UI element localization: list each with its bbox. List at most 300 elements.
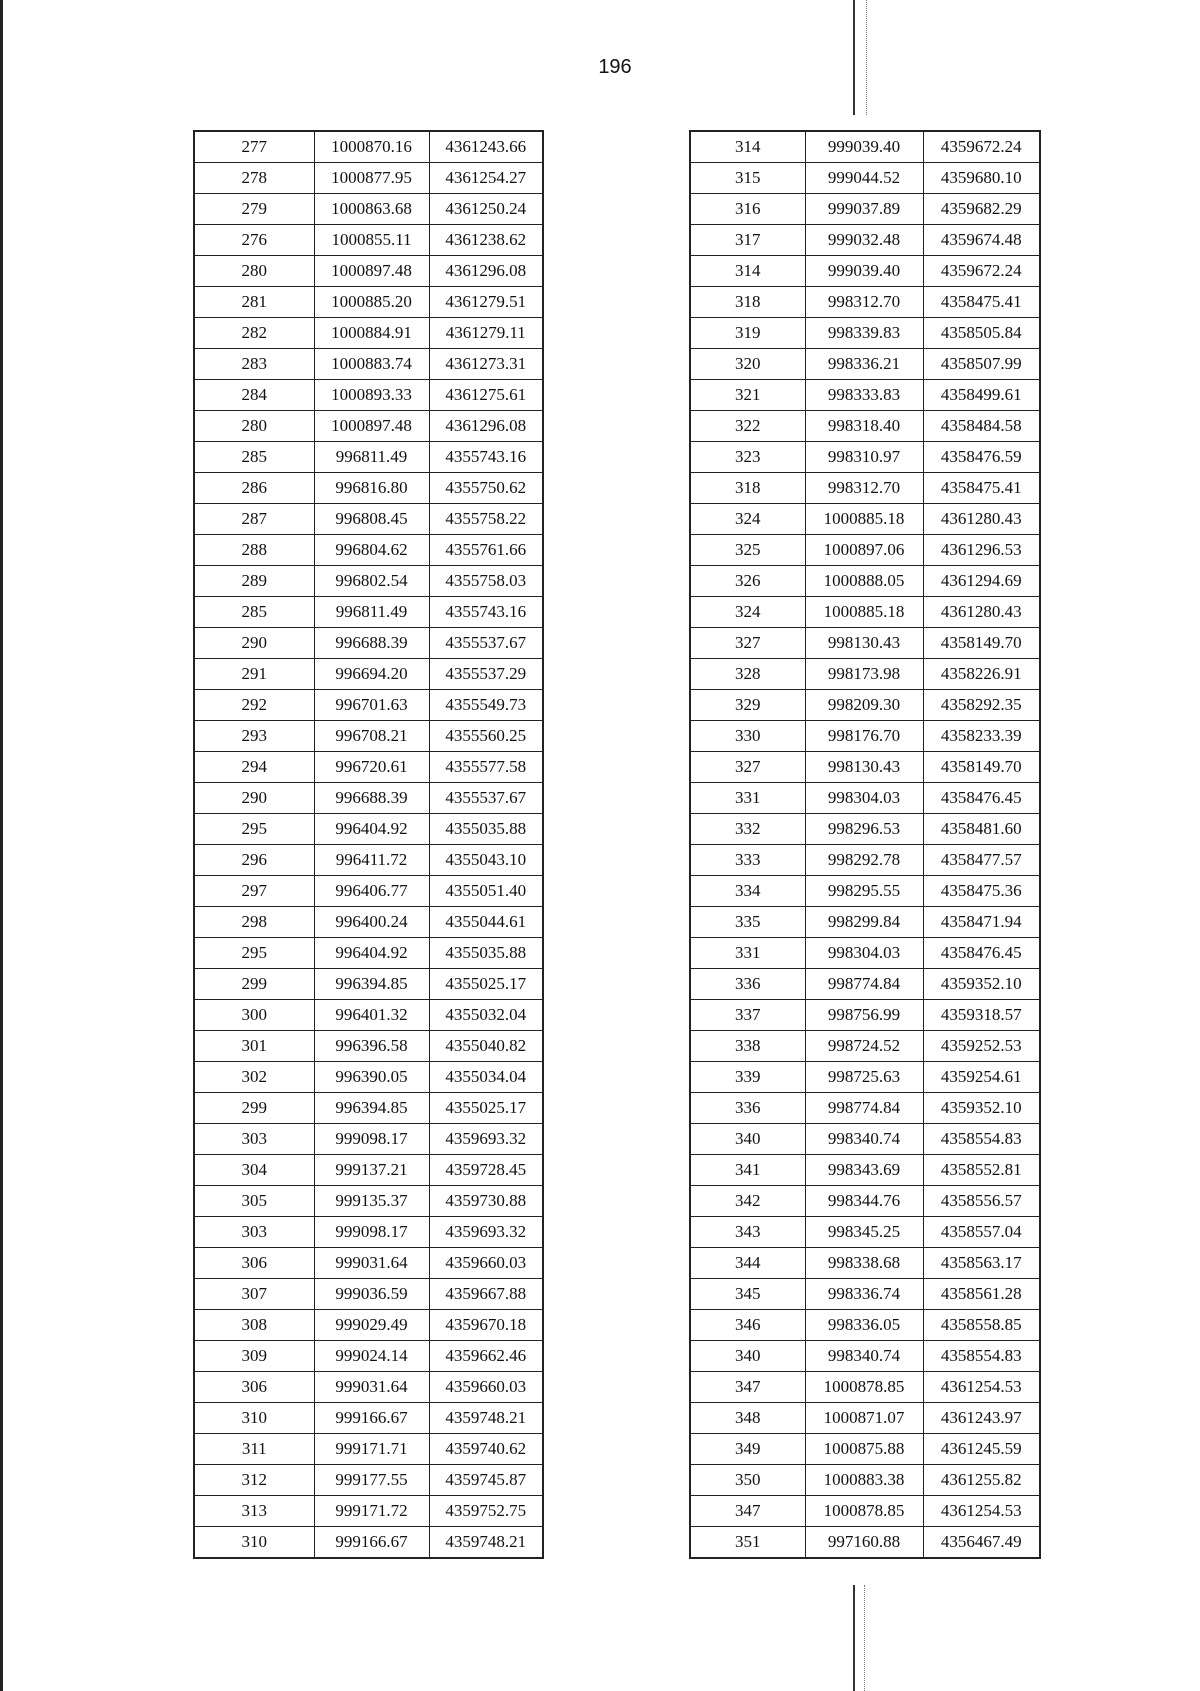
- y-coordinate-cell: 4355743.16: [429, 597, 543, 628]
- y-coordinate-cell: 4358476.59: [923, 442, 1040, 473]
- x-coordinate-cell: 998304.03: [805, 938, 923, 969]
- table-row: [194, 504, 543, 535]
- y-coordinate-cell: 4355025.17: [429, 969, 543, 1000]
- point-number-cell: 346: [690, 1310, 805, 1341]
- y-coordinate-cell: 4355577.58: [429, 752, 543, 783]
- point-number-cell: 280: [194, 256, 314, 287]
- point-number-cell: 333: [690, 845, 805, 876]
- point-number-cell: 329: [690, 690, 805, 721]
- x-coordinate-cell: 998340.74: [805, 1124, 923, 1155]
- x-coordinate-cell: 998318.40: [805, 411, 923, 442]
- y-coordinate-cell: 4358226.91: [923, 659, 1040, 690]
- point-number-cell: 314: [690, 131, 805, 163]
- y-coordinate-cell: 4361254.53: [923, 1496, 1040, 1527]
- point-number-cell: 299: [194, 1093, 314, 1124]
- x-coordinate-cell: 998338.68: [805, 1248, 923, 1279]
- y-coordinate-cell: 4358475.41: [923, 473, 1040, 504]
- y-coordinate-cell: 4355743.16: [429, 442, 543, 473]
- x-coordinate-cell: 996811.49: [314, 597, 429, 628]
- x-coordinate-cell: 1000884.91: [314, 318, 429, 349]
- table-row: [690, 380, 1040, 411]
- table-row: [690, 1062, 1040, 1093]
- x-coordinate-cell: 1000885.20: [314, 287, 429, 318]
- table-row: [194, 256, 543, 287]
- y-coordinate-cell: 4355025.17: [429, 1093, 543, 1124]
- point-number-cell: 278: [194, 163, 314, 194]
- x-coordinate-cell: 999031.64: [314, 1372, 429, 1403]
- y-coordinate-cell: 4355044.61: [429, 907, 543, 938]
- x-coordinate-cell: 1000885.18: [805, 597, 923, 628]
- y-coordinate-cell: 4361275.61: [429, 380, 543, 411]
- table-row: [194, 1124, 543, 1155]
- x-coordinate-cell: 1000897.06: [805, 535, 923, 566]
- table-row: [194, 969, 543, 1000]
- y-coordinate-cell: 4359730.88: [429, 1186, 543, 1217]
- point-number-cell: 320: [690, 349, 805, 380]
- table-row: [690, 256, 1040, 287]
- page-number: 196: [598, 56, 632, 78]
- y-coordinate-cell: 4358557.04: [923, 1217, 1040, 1248]
- point-number-cell: 309: [194, 1341, 314, 1372]
- point-number-cell: 300: [194, 1000, 314, 1031]
- x-coordinate-cell: 996404.92: [314, 814, 429, 845]
- table-row: [194, 690, 543, 721]
- x-coordinate-cell: 999135.37: [314, 1186, 429, 1217]
- x-coordinate-cell: 996808.45: [314, 504, 429, 535]
- y-coordinate-cell: 4359252.53: [923, 1031, 1040, 1062]
- table-row: [194, 1062, 543, 1093]
- y-coordinate-cell: 4359660.03: [429, 1372, 543, 1403]
- y-coordinate-cell: 4358475.36: [923, 876, 1040, 907]
- x-coordinate-cell: 996720.61: [314, 752, 429, 783]
- y-coordinate-cell: 4361296.08: [429, 411, 543, 442]
- table-row: [194, 411, 543, 442]
- coordinates-table-right: [689, 130, 1041, 1559]
- y-coordinate-cell: 4355761.66: [429, 535, 543, 566]
- y-coordinate-cell: 4359670.18: [429, 1310, 543, 1341]
- y-coordinate-cell: 4358484.58: [923, 411, 1040, 442]
- table-row: [194, 442, 543, 473]
- point-number-cell: 337: [690, 1000, 805, 1031]
- point-number-cell: 312: [194, 1465, 314, 1496]
- table-row: [194, 535, 543, 566]
- table-row: [194, 752, 543, 783]
- point-number-cell: 318: [690, 473, 805, 504]
- x-coordinate-cell: 996804.62: [314, 535, 429, 566]
- table-row: [194, 1372, 543, 1403]
- x-coordinate-cell: 998339.83: [805, 318, 923, 349]
- y-coordinate-cell: 4358563.17: [923, 1248, 1040, 1279]
- y-coordinate-cell: 4359748.21: [429, 1403, 543, 1434]
- point-number-cell: 321: [690, 380, 805, 411]
- x-coordinate-cell: 998774.84: [805, 1093, 923, 1124]
- table-row: [690, 845, 1040, 876]
- table-row: [690, 938, 1040, 969]
- y-coordinate-cell: 4358556.57: [923, 1186, 1040, 1217]
- y-coordinate-cell: 4355537.67: [429, 628, 543, 659]
- point-number-cell: 294: [194, 752, 314, 783]
- y-coordinate-cell: 4358149.70: [923, 628, 1040, 659]
- y-coordinate-cell: 4361254.27: [429, 163, 543, 194]
- y-coordinate-cell: 4359693.32: [429, 1217, 543, 1248]
- y-coordinate-cell: 4355758.22: [429, 504, 543, 535]
- y-coordinate-cell: 4358476.45: [923, 783, 1040, 814]
- point-number-cell: 296: [194, 845, 314, 876]
- table-row: [690, 814, 1040, 845]
- x-coordinate-cell: 998333.83: [805, 380, 923, 411]
- point-number-cell: 310: [194, 1403, 314, 1434]
- x-coordinate-cell: 1000885.18: [805, 504, 923, 535]
- point-number-cell: 314: [690, 256, 805, 287]
- table-row: [194, 814, 543, 845]
- point-number-cell: 302: [194, 1062, 314, 1093]
- point-number-cell: 317: [690, 225, 805, 256]
- y-coordinate-cell: 4359352.10: [923, 969, 1040, 1000]
- x-coordinate-cell: 1000888.05: [805, 566, 923, 597]
- point-number-cell: 347: [690, 1496, 805, 1527]
- y-coordinate-cell: 4358507.99: [923, 349, 1040, 380]
- x-coordinate-cell: 996406.77: [314, 876, 429, 907]
- table-row: [194, 225, 543, 256]
- point-number-cell: 330: [690, 721, 805, 752]
- table-row: [194, 1093, 543, 1124]
- point-number-cell: 336: [690, 969, 805, 1000]
- table-row: [690, 690, 1040, 721]
- point-number-cell: 350: [690, 1465, 805, 1496]
- table-row: [690, 876, 1040, 907]
- table-row: [194, 1310, 543, 1341]
- x-coordinate-cell: 1000878.85: [805, 1496, 923, 1527]
- table-row: [690, 473, 1040, 504]
- x-coordinate-cell: 1000893.33: [314, 380, 429, 411]
- x-coordinate-cell: 996401.32: [314, 1000, 429, 1031]
- table-row: [690, 442, 1040, 473]
- table-row: [194, 1217, 543, 1248]
- y-coordinate-cell: 4358552.81: [923, 1155, 1040, 1186]
- table-row: [194, 1000, 543, 1031]
- x-coordinate-cell: 1000855.11: [314, 225, 429, 256]
- point-number-cell: 299: [194, 969, 314, 1000]
- y-coordinate-cell: 4359672.24: [923, 131, 1040, 163]
- y-coordinate-cell: 4355758.03: [429, 566, 543, 597]
- point-number-cell: 279: [194, 194, 314, 225]
- table-row: [194, 721, 543, 752]
- x-coordinate-cell: 999171.71: [314, 1434, 429, 1465]
- x-coordinate-cell: 998304.03: [805, 783, 923, 814]
- x-coordinate-cell: 1000883.38: [805, 1465, 923, 1496]
- point-number-cell: 276: [194, 225, 314, 256]
- table-row: [690, 131, 1040, 163]
- table-row: [194, 194, 543, 225]
- table-row: [690, 1372, 1040, 1403]
- table-row: [690, 1341, 1040, 1372]
- table-row: [690, 1031, 1040, 1062]
- x-coordinate-cell: 998336.05: [805, 1310, 923, 1341]
- point-number-cell: 295: [194, 938, 314, 969]
- point-number-cell: 303: [194, 1124, 314, 1155]
- table-row: [194, 1186, 543, 1217]
- y-coordinate-cell: 4358477.57: [923, 845, 1040, 876]
- x-coordinate-cell: 996394.85: [314, 969, 429, 1000]
- point-number-cell: 285: [194, 597, 314, 628]
- point-number-cell: 306: [194, 1372, 314, 1403]
- y-coordinate-cell: 4361250.24: [429, 194, 543, 225]
- x-coordinate-cell: 996694.20: [314, 659, 429, 690]
- y-coordinate-cell: 4359352.10: [923, 1093, 1040, 1124]
- scan-artifact-line: [853, 1585, 855, 1691]
- table-row: [690, 225, 1040, 256]
- y-coordinate-cell: 4361279.11: [429, 318, 543, 349]
- y-coordinate-cell: 4355040.82: [429, 1031, 543, 1062]
- point-number-cell: 307: [194, 1279, 314, 1310]
- x-coordinate-cell: 998130.43: [805, 628, 923, 659]
- table-row: [194, 659, 543, 690]
- y-coordinate-cell: 4358471.94: [923, 907, 1040, 938]
- table-row: [690, 411, 1040, 442]
- table-row: [690, 1434, 1040, 1465]
- x-coordinate-cell: 998176.70: [805, 721, 923, 752]
- point-number-cell: 344: [690, 1248, 805, 1279]
- table-row: [690, 1403, 1040, 1434]
- x-coordinate-cell: 996404.92: [314, 938, 429, 969]
- x-coordinate-cell: 998725.63: [805, 1062, 923, 1093]
- point-number-cell: 334: [690, 876, 805, 907]
- y-coordinate-cell: 4358558.85: [923, 1310, 1040, 1341]
- point-number-cell: 327: [690, 752, 805, 783]
- x-coordinate-cell: 996708.21: [314, 721, 429, 752]
- point-number-cell: 310: [194, 1527, 314, 1559]
- point-number-cell: 341: [690, 1155, 805, 1186]
- point-number-cell: 282: [194, 318, 314, 349]
- x-coordinate-cell: 1000878.85: [805, 1372, 923, 1403]
- table-row: [194, 287, 543, 318]
- x-coordinate-cell: 999029.49: [314, 1310, 429, 1341]
- point-number-cell: 338: [690, 1031, 805, 1062]
- x-coordinate-cell: 998343.69: [805, 1155, 923, 1186]
- point-number-cell: 305: [194, 1186, 314, 1217]
- x-coordinate-cell: 996802.54: [314, 566, 429, 597]
- x-coordinate-cell: 999166.67: [314, 1403, 429, 1434]
- table-row: [690, 1310, 1040, 1341]
- x-coordinate-cell: 998292.78: [805, 845, 923, 876]
- point-number-cell: 288: [194, 535, 314, 566]
- x-coordinate-cell: 999039.40: [805, 256, 923, 287]
- x-coordinate-cell: 998299.84: [805, 907, 923, 938]
- x-coordinate-cell: 998312.70: [805, 287, 923, 318]
- x-coordinate-cell: 998756.99: [805, 1000, 923, 1031]
- y-coordinate-cell: 4358149.70: [923, 752, 1040, 783]
- x-coordinate-cell: 999024.14: [314, 1341, 429, 1372]
- point-number-cell: 325: [690, 535, 805, 566]
- x-coordinate-cell: 998336.21: [805, 349, 923, 380]
- y-coordinate-cell: 4355537.67: [429, 783, 543, 814]
- y-coordinate-cell: 4359693.32: [429, 1124, 543, 1155]
- y-coordinate-cell: 4359254.61: [923, 1062, 1040, 1093]
- table-row: [690, 1124, 1040, 1155]
- x-coordinate-cell: 998312.70: [805, 473, 923, 504]
- table-row: [690, 1093, 1040, 1124]
- coordinates-table-left: [193, 130, 544, 1559]
- table-row: [690, 1496, 1040, 1527]
- table-row: [194, 1341, 543, 1372]
- y-coordinate-cell: 4361238.62: [429, 225, 543, 256]
- table-row: [194, 1248, 543, 1279]
- point-number-cell: 342: [690, 1186, 805, 1217]
- y-coordinate-cell: 4355034.04: [429, 1062, 543, 1093]
- table-row: [194, 318, 543, 349]
- x-coordinate-cell: 1000875.88: [805, 1434, 923, 1465]
- point-number-cell: 304: [194, 1155, 314, 1186]
- y-coordinate-cell: 4356467.49: [923, 1527, 1040, 1559]
- x-coordinate-cell: 1000877.95: [314, 163, 429, 194]
- y-coordinate-cell: 4358554.83: [923, 1124, 1040, 1155]
- x-coordinate-cell: 998209.30: [805, 690, 923, 721]
- table-row: [194, 380, 543, 411]
- table-row: [690, 597, 1040, 628]
- table-row: [690, 566, 1040, 597]
- table-row: [690, 1217, 1040, 1248]
- y-coordinate-cell: 4361296.08: [429, 256, 543, 287]
- table-row: [690, 1279, 1040, 1310]
- point-number-cell: 318: [690, 287, 805, 318]
- point-number-cell: 327: [690, 628, 805, 659]
- y-coordinate-cell: 4361243.66: [429, 131, 543, 163]
- point-number-cell: 306: [194, 1248, 314, 1279]
- point-number-cell: 284: [194, 380, 314, 411]
- x-coordinate-cell: 1000870.16: [314, 131, 429, 163]
- table-row: [194, 1403, 543, 1434]
- y-coordinate-cell: 4358481.60: [923, 814, 1040, 845]
- point-number-cell: 281: [194, 287, 314, 318]
- table-row: [194, 1496, 543, 1527]
- y-coordinate-cell: 4361280.43: [923, 597, 1040, 628]
- point-number-cell: 308: [194, 1310, 314, 1341]
- table-row: [194, 566, 543, 597]
- x-coordinate-cell: 999032.48: [805, 225, 923, 256]
- x-coordinate-cell: 996400.24: [314, 907, 429, 938]
- x-coordinate-cell: 996688.39: [314, 783, 429, 814]
- table-row: [194, 845, 543, 876]
- y-coordinate-cell: 4359682.29: [923, 194, 1040, 225]
- table-row: [194, 597, 543, 628]
- point-number-cell: 331: [690, 938, 805, 969]
- x-coordinate-cell: 1000897.48: [314, 411, 429, 442]
- point-number-cell: 348: [690, 1403, 805, 1434]
- y-coordinate-cell: 4355537.29: [429, 659, 543, 690]
- y-coordinate-cell: 4358505.84: [923, 318, 1040, 349]
- point-number-cell: 326: [690, 566, 805, 597]
- point-number-cell: 298: [194, 907, 314, 938]
- table-row: [690, 1186, 1040, 1217]
- point-number-cell: 324: [690, 597, 805, 628]
- x-coordinate-cell: 1000871.07: [805, 1403, 923, 1434]
- point-number-cell: 343: [690, 1217, 805, 1248]
- table-row: [194, 1155, 543, 1186]
- table-row: [690, 969, 1040, 1000]
- point-number-cell: 293: [194, 721, 314, 752]
- point-number-cell: 340: [690, 1124, 805, 1155]
- table-row: [194, 1434, 543, 1465]
- table-row: [194, 628, 543, 659]
- x-coordinate-cell: 998130.43: [805, 752, 923, 783]
- x-coordinate-cell: 998296.53: [805, 814, 923, 845]
- x-coordinate-cell: 1000883.74: [314, 349, 429, 380]
- table-row: [194, 1279, 543, 1310]
- table-row: [194, 131, 543, 163]
- y-coordinate-cell: 4355032.04: [429, 1000, 543, 1031]
- x-coordinate-cell: 998336.74: [805, 1279, 923, 1310]
- table-row: [690, 1527, 1040, 1559]
- x-coordinate-cell: 998340.74: [805, 1341, 923, 1372]
- x-coordinate-cell: 998344.76: [805, 1186, 923, 1217]
- y-coordinate-cell: 4361245.59: [923, 1434, 1040, 1465]
- y-coordinate-cell: 4358475.41: [923, 287, 1040, 318]
- table-row: [690, 1000, 1040, 1031]
- point-number-cell: 287: [194, 504, 314, 535]
- point-number-cell: 289: [194, 566, 314, 597]
- table-row: [690, 783, 1040, 814]
- y-coordinate-cell: 4361254.53: [923, 1372, 1040, 1403]
- point-number-cell: 328: [690, 659, 805, 690]
- point-number-cell: 313: [194, 1496, 314, 1527]
- y-coordinate-cell: 4359748.21: [429, 1527, 543, 1559]
- x-coordinate-cell: 998774.84: [805, 969, 923, 1000]
- point-number-cell: 315: [690, 163, 805, 194]
- x-coordinate-cell: 999177.55: [314, 1465, 429, 1496]
- point-number-cell: 319: [690, 318, 805, 349]
- y-coordinate-cell: 4358233.39: [923, 721, 1040, 752]
- point-number-cell: 277: [194, 131, 314, 163]
- table-row: [690, 752, 1040, 783]
- x-coordinate-cell: 999098.17: [314, 1124, 429, 1155]
- point-number-cell: 290: [194, 783, 314, 814]
- x-coordinate-cell: 999037.89: [805, 194, 923, 225]
- y-coordinate-cell: 4361296.53: [923, 535, 1040, 566]
- x-coordinate-cell: 998173.98: [805, 659, 923, 690]
- table-row: [690, 194, 1040, 225]
- x-coordinate-cell: 998295.55: [805, 876, 923, 907]
- table-row: [690, 1248, 1040, 1279]
- point-number-cell: 340: [690, 1341, 805, 1372]
- y-coordinate-cell: 4361243.97: [923, 1403, 1040, 1434]
- table-row: [194, 938, 543, 969]
- y-coordinate-cell: 4355560.25: [429, 721, 543, 752]
- y-coordinate-cell: 4355051.40: [429, 876, 543, 907]
- table-row: [690, 659, 1040, 690]
- x-coordinate-cell: 998310.97: [805, 442, 923, 473]
- x-coordinate-cell: 996396.58: [314, 1031, 429, 1062]
- point-number-cell: 303: [194, 1217, 314, 1248]
- point-number-cell: 323: [690, 442, 805, 473]
- y-coordinate-cell: 4358554.83: [923, 1341, 1040, 1372]
- point-number-cell: 332: [690, 814, 805, 845]
- y-coordinate-cell: 4361255.82: [923, 1465, 1040, 1496]
- scan-left-edge: [0, 0, 3, 1691]
- point-number-cell: 286: [194, 473, 314, 504]
- y-coordinate-cell: 4359672.24: [923, 256, 1040, 287]
- x-coordinate-cell: 996411.72: [314, 845, 429, 876]
- x-coordinate-cell: 998345.25: [805, 1217, 923, 1248]
- y-coordinate-cell: 4355549.73: [429, 690, 543, 721]
- x-coordinate-cell: 999044.52: [805, 163, 923, 194]
- table-row: [194, 1527, 543, 1559]
- x-coordinate-cell: 1000897.48: [314, 256, 429, 287]
- x-coordinate-cell: 998724.52: [805, 1031, 923, 1062]
- table-row: [194, 1031, 543, 1062]
- y-coordinate-cell: 4359660.03: [429, 1248, 543, 1279]
- y-coordinate-cell: 4359674.48: [923, 225, 1040, 256]
- y-coordinate-cell: 4358499.61: [923, 380, 1040, 411]
